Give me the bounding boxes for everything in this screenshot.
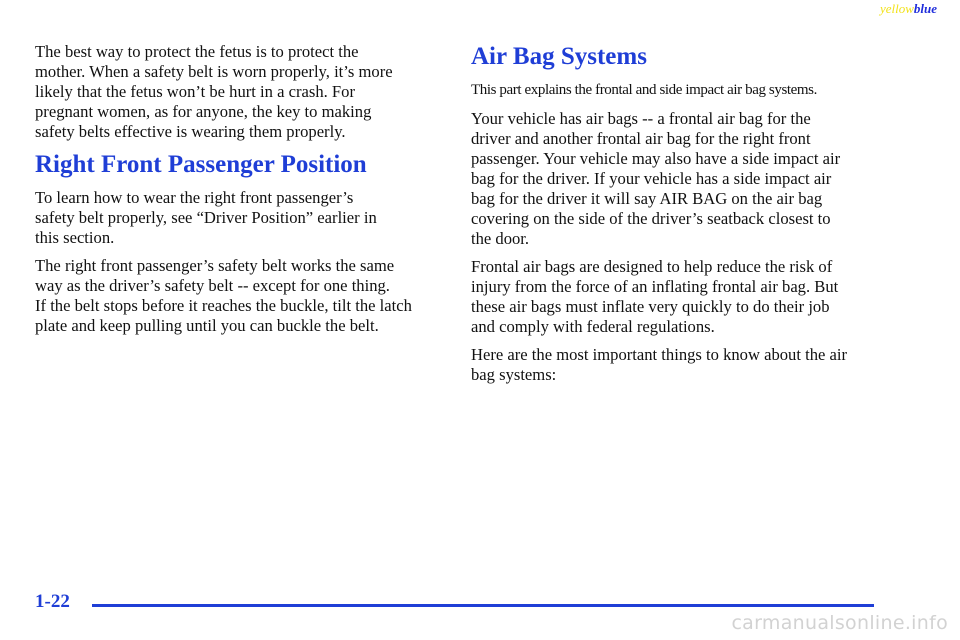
air-bag-intro: This part explains the frontal and side impact air bag systems. — [471, 82, 817, 98]
corner-tag — [880, 1, 937, 17]
corner-tag-blue: blue — [913, 1, 937, 16]
right-column — [471, 42, 891, 393]
important-things-paragraph: Here are the most important things to know about the air bag systems: — [471, 345, 848, 384]
page-number: 1-22 — [35, 591, 70, 612]
air-bags-paragraph: Your vehicle has air bags -- a frontal air bag for the driver and another frontal air bag for the right front passenger. Your vehicle may also have a side impact air bag for the driver. If your vehicle has a side impact air bag for the driver it will say AIR BAG on the air bag covering on the side of the driver’s seatback closest to the door. — [471, 109, 841, 248]
passenger-position-heading: Right Front Passenger Position — [35, 151, 367, 178]
passenger-belt-works-paragraph: The right front passenger’s safety belt works the same way as the driver’s safety belt -- except for one thing. If the belt stops before it reaches the buckle, tilt the latch plate and keep pulling until you can buckle the belt. — [35, 256, 412, 335]
passenger-belt-paragraph: To learn how to wear the right front passenger’s safety belt properly, see “Driver Position” earlier in this section. — [35, 188, 377, 247]
left-column — [35, 42, 443, 344]
fetus-paragraph: The best way to protect the fetus is to protect the mother. When a safety belt is worn properly, it’s more likely that the fetus won’t be hurt in a crash. For pregnant women, as for anyone, the key to making safety belts effective is wearing them properly. — [35, 42, 393, 141]
air-bag-systems-heading: Air Bag Systems — [471, 43, 647, 70]
corner-tag-yellow: yellow — [879, 1, 914, 16]
watermark: carmanualsonline.info — [731, 612, 948, 634]
footer-rule — [92, 604, 874, 607]
frontal-air-bags-paragraph: Frontal air bags are designed to help reduce the risk of injury from the force of an inflating frontal air bag. But these air bags must inflate very quickly to do their job and comply with federal regulations. — [471, 257, 839, 336]
